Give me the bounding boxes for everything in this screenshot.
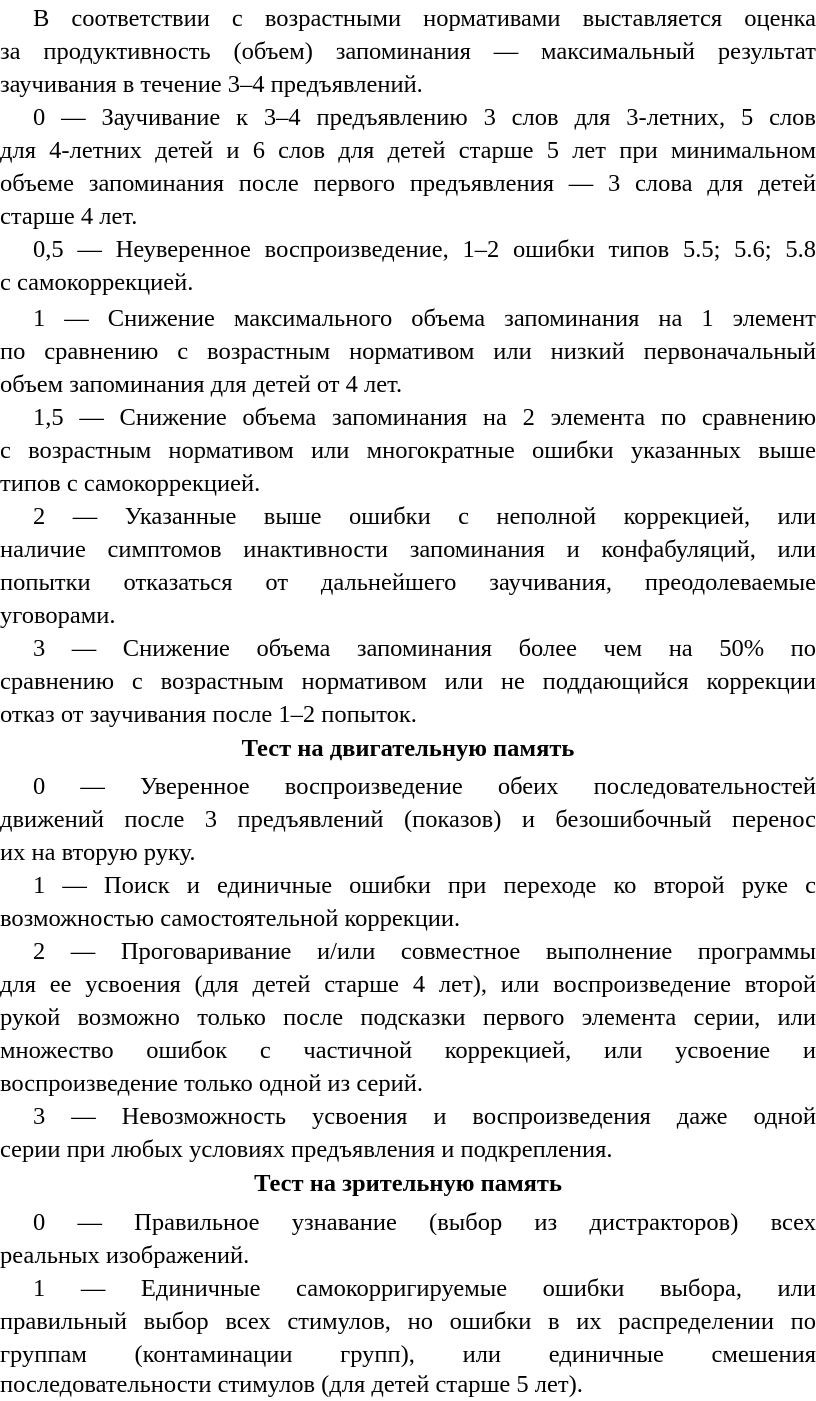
text-line: 0,5 — Неуверенное воспроизведение, 1–2 ошибки типов 5.5; 5.6; 5.8 <box>33 236 816 263</box>
text-line: объем запоминания для детей от 4 лет. <box>0 371 403 398</box>
text-line: за продуктивность (объем) запоминания — максимальный результат <box>0 38 816 65</box>
text-line: наличие симптомов инактивности запоминания и конфабуляций, или <box>0 536 816 563</box>
text-line: воспроизведение только одной из серий. <box>0 1070 423 1097</box>
text-line: последовательности стимулов (для детей старше 5 лет). <box>0 1371 583 1398</box>
text-line: множество ошибок с частичной коррекцией, или усвоение и <box>0 1037 816 1064</box>
text-line: В соответствии с возрастными нормативами выставляется оценка <box>33 5 816 32</box>
text-line: серии при любых условиях предъявления и подкрепления. <box>0 1136 613 1163</box>
text-line: по сравнению с возрастным нормативом или низкий первоначальный <box>0 338 816 365</box>
text-line: с самокоррекцией. <box>0 269 194 296</box>
text-line: типов с самокоррекцией. <box>0 470 261 497</box>
text-line: 2 — Указанные выше ошибки с неполной коррекцией, или <box>33 503 816 530</box>
text-line: для ее усвоения (для детей старше 4 лет), или воспроизведение второй <box>0 971 816 998</box>
text-line: 2 — Проговаривание и/или совместное выполнение программы <box>33 938 816 965</box>
text-line: 3 — Невозможность усвоения и воспроизведения даже одной <box>33 1103 816 1130</box>
text-line: 1 — Единичные самокорригируемые ошибки выбора, или <box>33 1275 816 1302</box>
section-heading-visual-memory: Тест на зрительную память <box>254 1170 562 1197</box>
text-line: движений после 3 предъявлений (показов) и безошибочный перенос <box>0 806 816 833</box>
text-line: объеме запоминания после первого предъявления — 3 слова для детей <box>0 170 816 197</box>
text-line: 0 — Уверенное воспроизведение обеих последовательностей <box>33 773 816 800</box>
text-line: заучивания в течение 3–4 предъявлений. <box>0 71 423 98</box>
text-line: их на вторую руку. <box>0 839 196 866</box>
text-line: сравнению с возрастным нормативом или не поддающийся коррекции <box>0 668 816 695</box>
text-line: правильный выбор всех стимулов, но ошибки в их распределении по <box>0 1308 816 1335</box>
text-line: группам (контаминации групп), или единичные смешения <box>0 1341 816 1368</box>
text-line: рукой возможно только после подсказки первого элемента серии, или <box>0 1004 816 1031</box>
text-line: для 4-летних детей и 6 слов для детей старше 5 лет при минимальном <box>0 137 816 164</box>
text-line: 1 — Поиск и единичные ошибки при переходе ко второй руке с <box>33 872 816 899</box>
text-line: отказ от заучивания после 1–2 попыток. <box>0 701 417 728</box>
text-line: 3 — Снижение объема запоминания более чем на 50% по <box>33 635 816 662</box>
text-line: 0 — Заучивание к 3–4 предъявлению 3 слов для 3-летних, 5 слов <box>33 104 816 131</box>
text-line: возможностью самостоятельной коррекции. <box>0 905 461 932</box>
text-line: старше 4 лет. <box>0 203 138 230</box>
text-line: реальных изображений. <box>0 1242 250 1269</box>
text-line: попытки отказаться от дальнейшего заучивания, преодолеваемые <box>0 569 816 596</box>
text-line: уговорами. <box>0 602 116 629</box>
text-line: 0 — Правильное узнавание (выбор из дистракторов) всех <box>33 1209 816 1236</box>
text-line: 1,5 — Снижение объема запоминания на 2 элемента по сравнению <box>33 404 816 431</box>
text-line: с возрастным нормативом или многократные ошибки указанных выше <box>0 437 816 464</box>
text-line: 1 — Снижение максимального объема запоминания на 1 элемент <box>33 305 816 332</box>
section-heading-motor-memory: Тест на двигательную память <box>241 735 575 762</box>
